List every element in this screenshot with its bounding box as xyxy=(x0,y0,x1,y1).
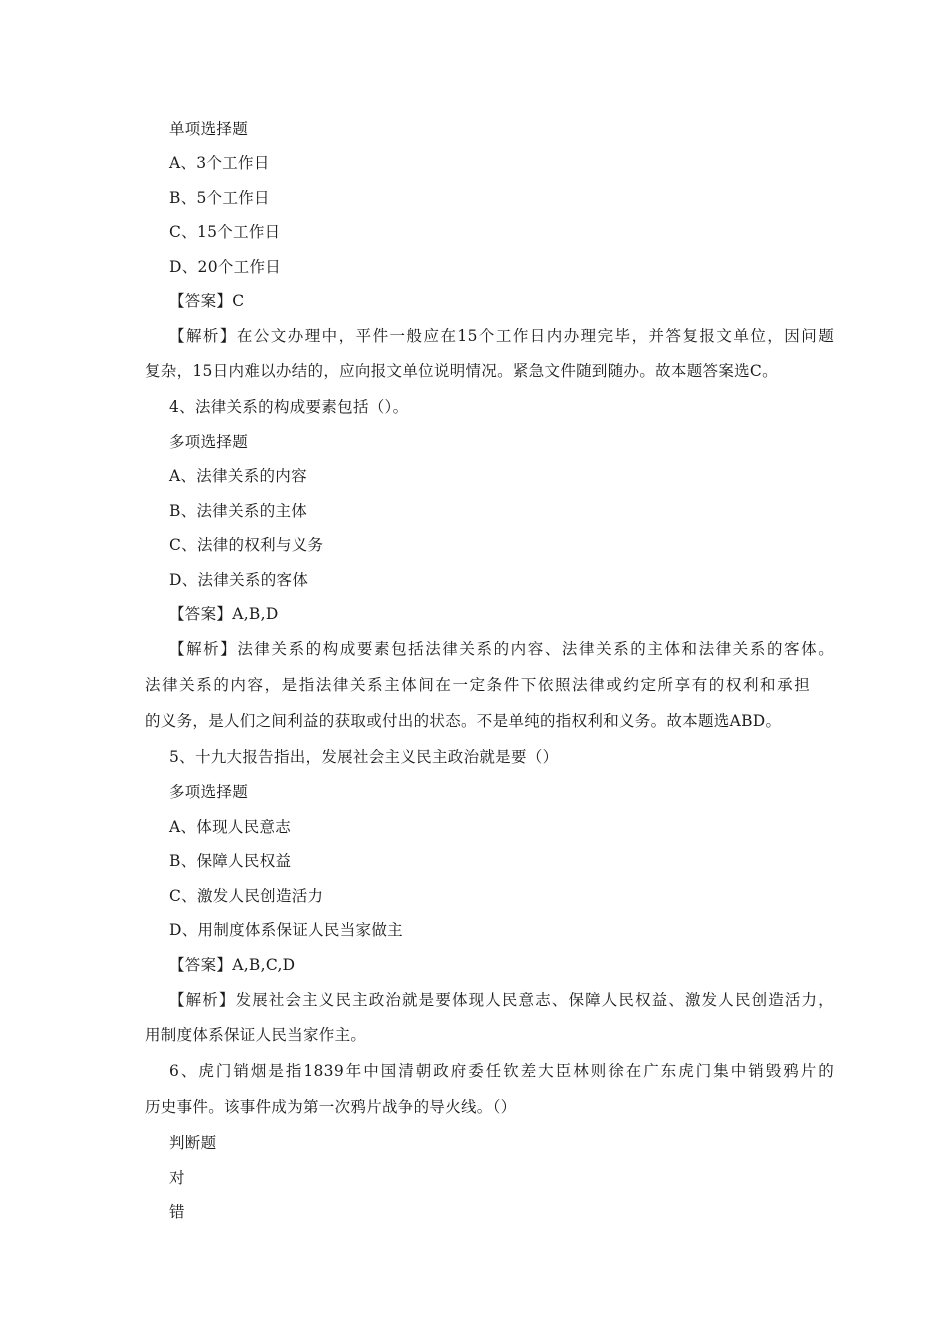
option-b: B、5个工作日 xyxy=(169,189,270,207)
analysis-line: 法律关系的内容，是指法律关系主体间在一定条件下依照法律或约定所享有的权利和承担 xyxy=(145,676,810,694)
option-c: C、15个工作日 xyxy=(169,223,281,241)
analysis-line: 【解析】法律关系的构成要素包括法律关系的内容、法律关系的主体和法律关系的客体。 xyxy=(169,640,834,658)
answer: 【答案】A,B,D xyxy=(169,605,279,623)
question-type-label: 多项选择题 xyxy=(169,433,249,451)
option-d: D、用制度体系保证人民当家做主 xyxy=(169,921,403,939)
analysis-line: 的义务，是人们之间利益的获取或付出的状态。不是单纯的指权利和义务。故本题选ABD。 xyxy=(145,712,782,730)
answer: 【答案】C xyxy=(169,292,245,310)
option-a: A、法律关系的内容 xyxy=(169,467,307,485)
question-text: 5、十九大报告指出，发展社会主义民主政治就是要（） xyxy=(169,748,559,766)
question-text: 6、虎门销烟是指1839年中国清朝政府委任钦差大臣林则徐在广东虎门集中销毁鸦片的 xyxy=(169,1062,834,1080)
question-type-label: 多项选择题 xyxy=(169,783,249,801)
question-type-label: 判断题 xyxy=(169,1134,217,1152)
option-d: D、法律关系的客体 xyxy=(169,571,309,589)
question-type-label: 单项选择题 xyxy=(169,120,249,138)
option-false: 错 xyxy=(169,1203,185,1221)
option-b: B、法律关系的主体 xyxy=(169,502,308,520)
analysis-line: 【解析】在公文办理中，平件一般应在15个工作日内办理完毕，并答复报文单位，因问题 xyxy=(169,327,834,345)
question-text: 历史事件。该事件成为第一次鸦片战争的导火线。（） xyxy=(145,1098,517,1116)
option-true: 对 xyxy=(169,1169,185,1187)
analysis-line: 用制度体系保证人民当家作主。 xyxy=(145,1026,367,1044)
option-a: A、体现人民意志 xyxy=(169,818,292,836)
option-a: A、3个工作日 xyxy=(169,154,270,172)
option-c: C、激发人民创造活力 xyxy=(169,887,324,905)
question-text: 4、法律关系的构成要素包括（）。 xyxy=(169,398,409,416)
option-d: D、20个工作日 xyxy=(169,258,282,276)
answer: 【答案】A,B,C,D xyxy=(169,956,296,974)
option-c: C、法律的权利与义务 xyxy=(169,536,324,554)
option-b: B、保障人民权益 xyxy=(169,852,292,870)
analysis-line: 复杂，15日内难以办结的，应向报文单位说明情况。紧急文件随到随办。故本题答案选C。 xyxy=(145,362,778,380)
analysis-line: 【解析】发展社会主义民主政治就是要体现人民意志、保障人民权益、激发人民创造活力， xyxy=(169,991,834,1009)
